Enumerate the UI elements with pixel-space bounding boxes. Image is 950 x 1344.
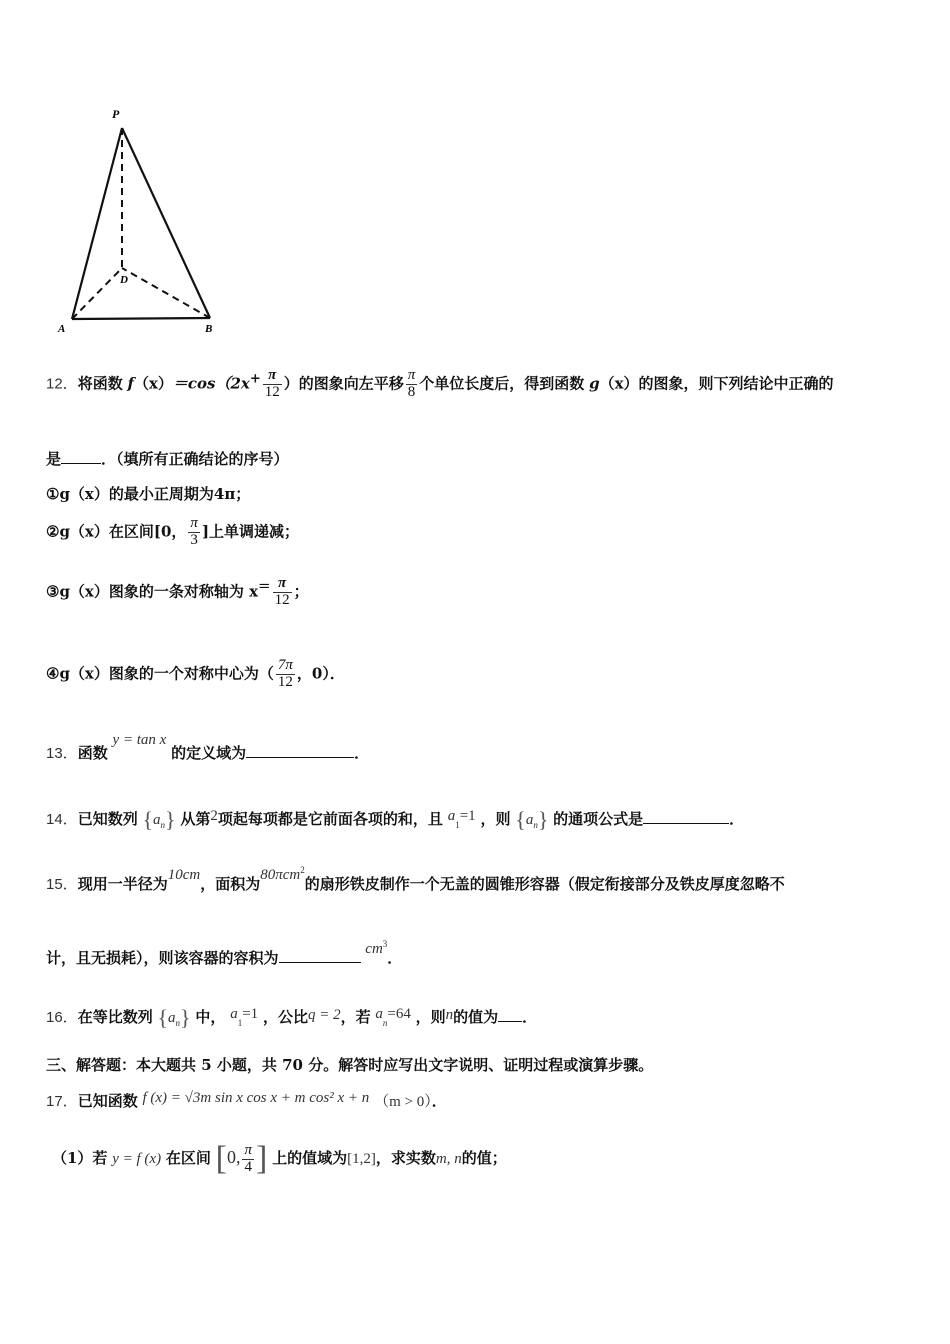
q12-line1	[46, 368, 834, 401]
q12-eq: ＝cos（2x	[172, 374, 250, 393]
q17-function: f (x) = √3m sin x cos x + m cos² x + n	[142, 1090, 370, 1106]
q12-option-3: ③g（x）图象的一条对称轴为 x= $\frac{\pi}{12}$ ；	[46, 575, 309, 608]
label-b: B	[205, 323, 213, 335]
edge-ab	[72, 318, 210, 319]
q14: 14．已知数列 $\{a_n\}$ 从第2项起每项都是它前面各项的和，且 $a_1=1$ ，则 $\{a_n\}$ 的通项公式是 ．	[46, 807, 745, 832]
q12-x: （x）	[133, 374, 173, 393]
q13-expr: y = tan x	[112, 732, 167, 748]
q12-line2: 是 ．（填所有正确结论的序号）	[46, 450, 289, 468]
q12-option-2: ②g（x）在区间[0， $\frac{\pi}{3}$ ]上单调递减；	[46, 515, 300, 548]
q12-text: 将函数	[77, 374, 123, 393]
label-p: P	[112, 107, 120, 121]
q12-frac-pi-12: $\frac{\pi}{12}$	[264, 367, 280, 400]
label-d: D	[120, 274, 128, 286]
q14-answer-blank[interactable]	[643, 809, 729, 824]
q12-plus: +	[249, 371, 261, 387]
q12-option-1: ①g（x）的最小正周期为4π；	[46, 485, 251, 503]
edge-pa	[72, 128, 122, 319]
q12-text3: 个单位长度后，得到函数	[419, 374, 585, 393]
q12-f: f	[127, 374, 134, 393]
q12-option-4: ④g（x）图象的一个对称中心为（ $\frac{7\pi}{12}$ ，0）．	[46, 657, 345, 690]
q16-answer-blank[interactable]	[498, 1007, 522, 1022]
edge-pb	[122, 128, 210, 318]
q17: 17．已知函数 f (x) = √3m sin x cos x + m cos² x + n （m > 0）．	[46, 1090, 447, 1110]
q12-answer-blank[interactable]	[61, 449, 101, 464]
q15-line1: 15．现用一半径为10cm，面积为80πcm$^2$的扇形铁皮制作一个无盖的圆锥形容器（假定衔接部分及铁皮厚度忽略不	[46, 865, 785, 893]
q15-line2: 计，且无损耗），则该容器的容积为 $cm^3$．	[46, 939, 403, 967]
q12-frac-pi-8: $\frac{\pi}{8}$	[407, 367, 416, 400]
q17-part1: （1）若 y = f (x) 在区间 [0, $\frac{\pi}{4}$ ] 上的值域为[1,2]，求实数m, n的值；	[52, 1140, 507, 1177]
q16: 16．在等比数列 $\{a_n\}$ 中， $a_1=1$ ，公比q = 2，若 $a_n=64$ ，则n的值为 ．	[46, 1005, 538, 1030]
pyramid-figure	[50, 100, 230, 345]
q13-answer-blank[interactable]	[246, 743, 354, 758]
section-3-heading: 三、解答题：本大题共 5 小题，共 70 分。解答时应写出文字说明、证明过程或演算步骤。	[46, 1056, 654, 1074]
q12-text4: 的图象，则下列结论中正确的	[638, 374, 834, 393]
q12-g: g	[589, 374, 600, 393]
q12-number: 12．	[46, 375, 78, 393]
label-a: A	[58, 323, 66, 335]
q13: 13．函数 y = tan x 的定义域为 ．	[46, 732, 370, 762]
q12-x2: （x）	[599, 374, 639, 393]
edge-bd	[122, 268, 210, 318]
q15-answer-blank[interactable]	[279, 948, 361, 963]
q12-text2: ）的图象向左平移	[283, 374, 404, 393]
